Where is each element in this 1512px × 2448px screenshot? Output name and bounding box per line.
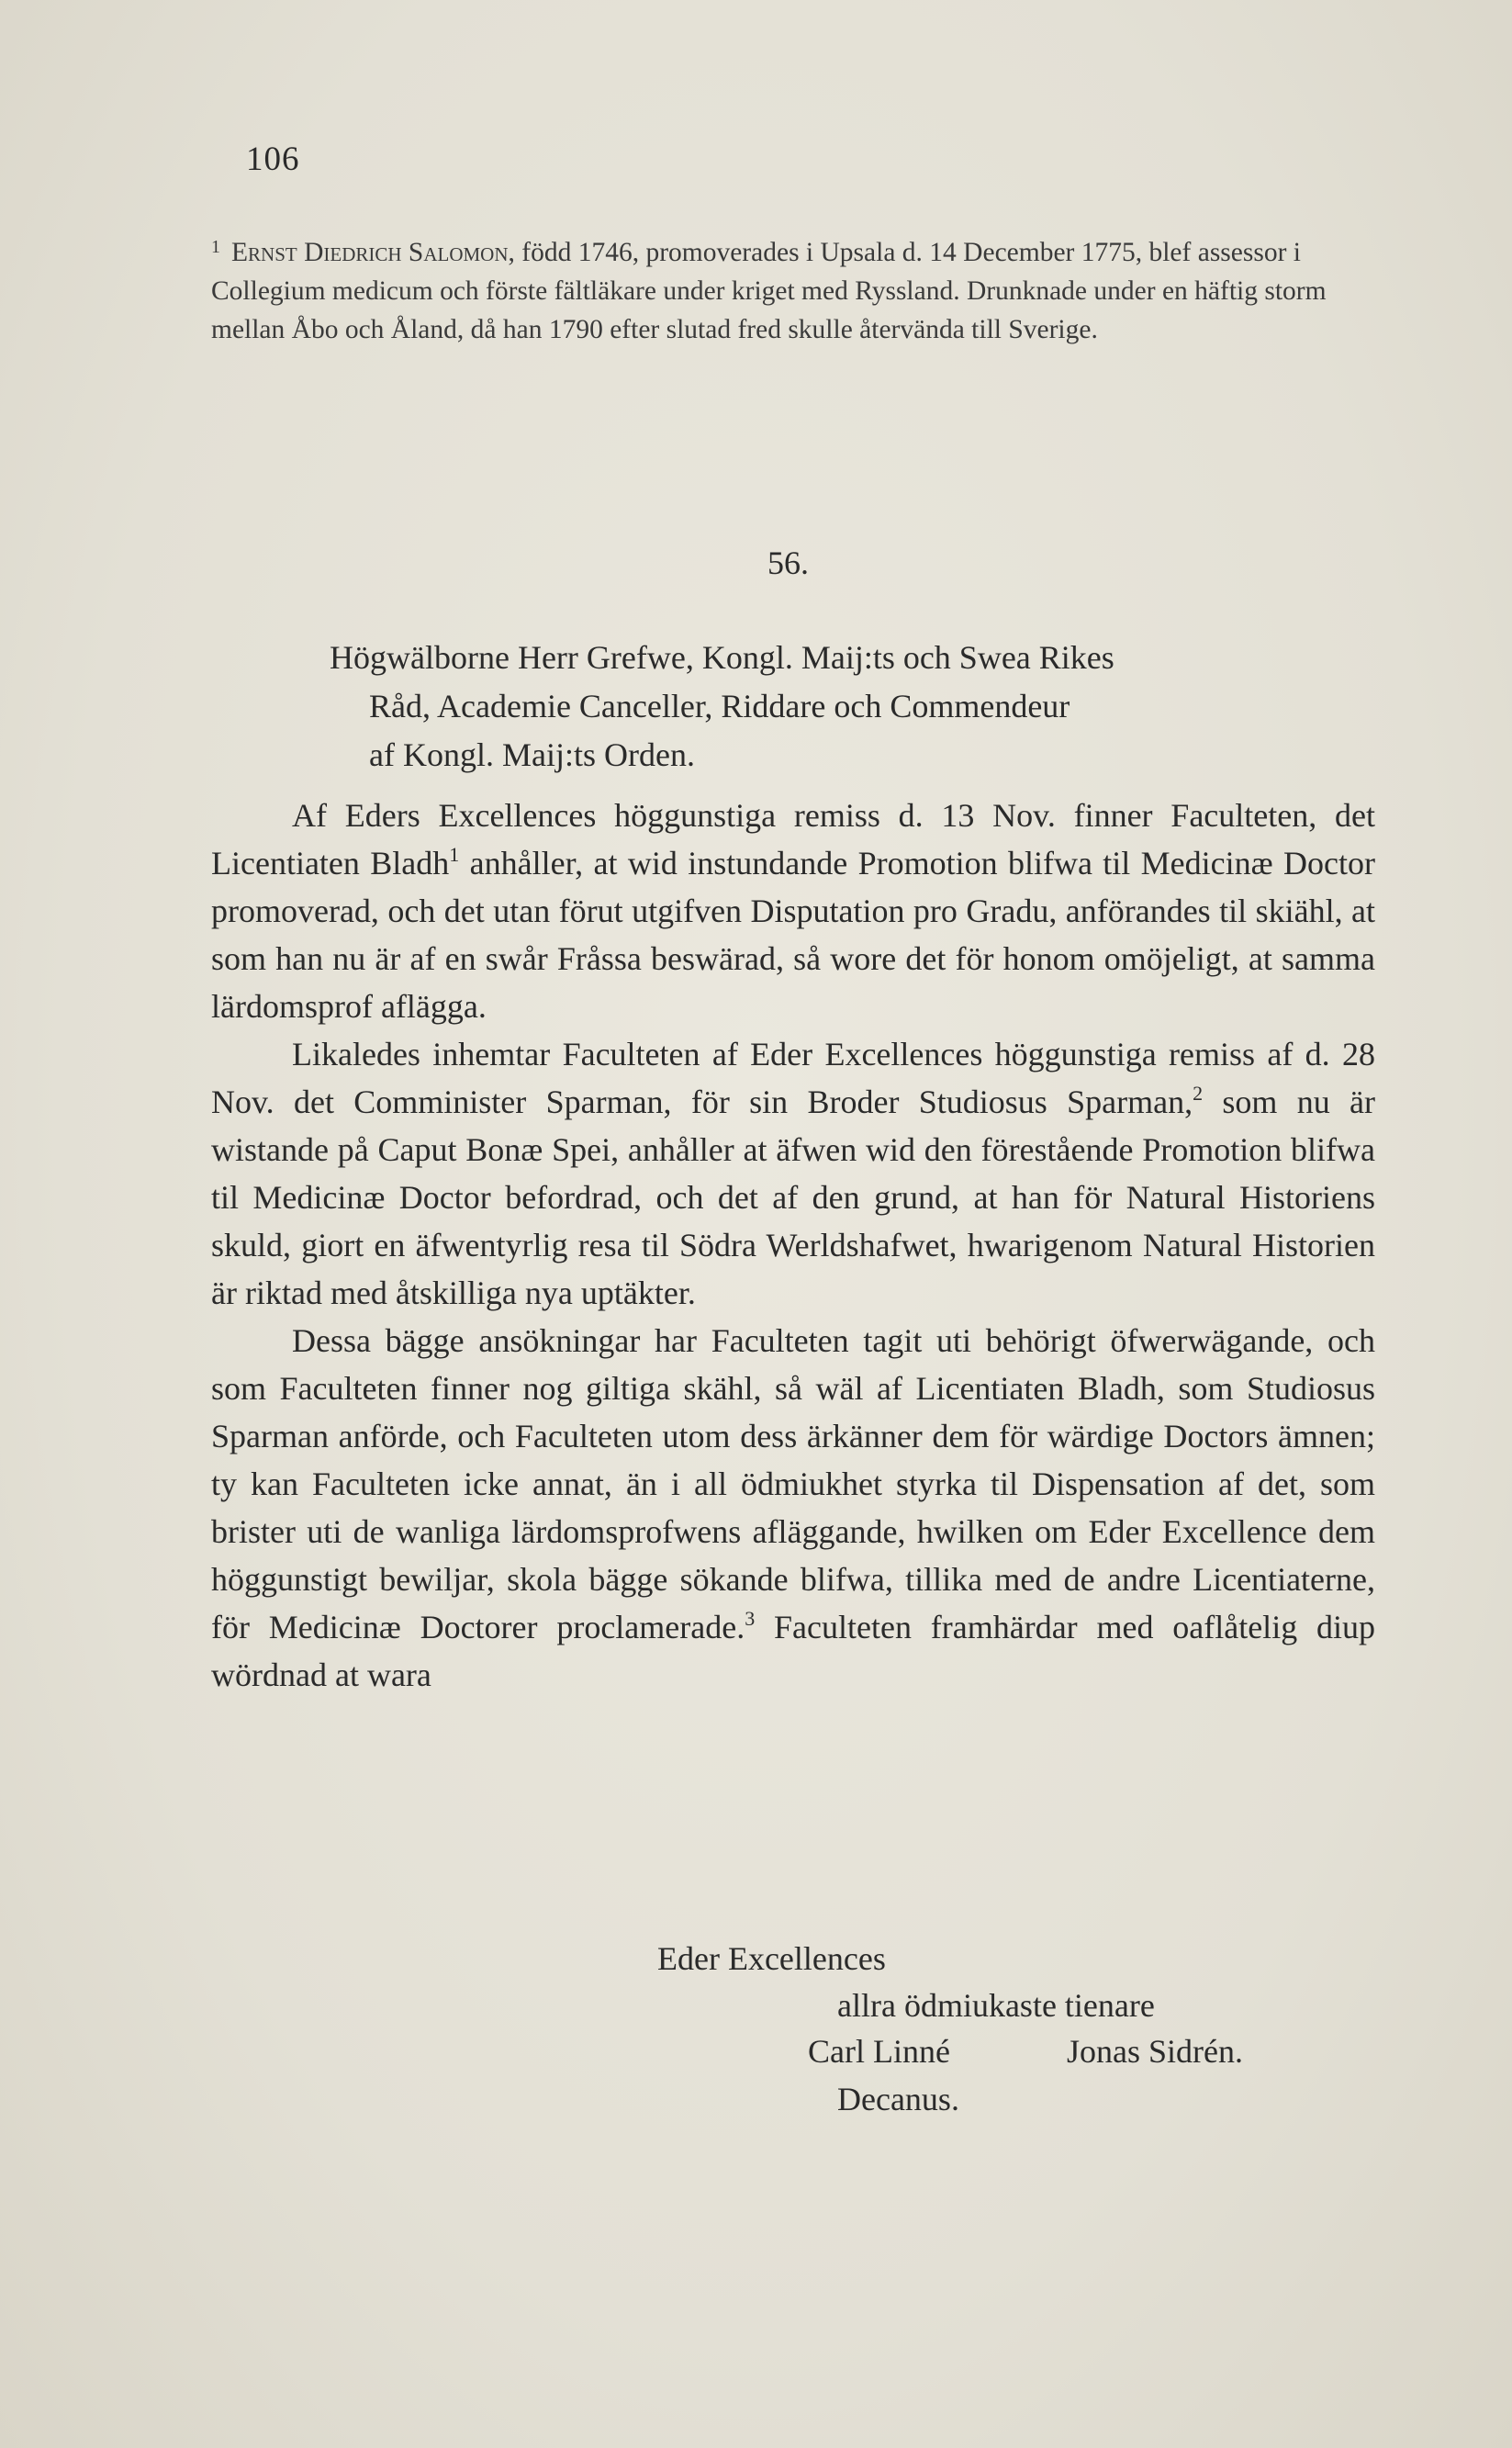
paragraph-3-text-b: Faculteten framhärdar med oaflåtelig diup wördnad at wara (211, 1609, 1376, 1693)
signer-2: Jonas Sidrén. (1067, 2033, 1243, 2070)
footnote-name-middle: Diedrich (304, 238, 402, 267)
footnote-ref-2: 2 (1193, 1082, 1204, 1105)
paragraph-1-text-a: Af Eders Excellences höggunstiga remiss d. 13 Nov. finner Faculteten, det Licentiaten Bladh (211, 797, 1375, 882)
letter-number: 56. (767, 545, 809, 581)
paragraph-2-text-a: Likaledes inhemtar Faculteten af Eder Excellences höggunstiga remiss af d. 28 Nov. det Comminister Sparman, för sin Broder Studiosus Sparman, (211, 1036, 1375, 1120)
closing-line-2: allra ödmiukaste tienare (837, 1987, 1155, 2024)
salutation-line-3: af Kongl. Maij:ts Orden. (369, 736, 695, 773)
signer-title: Decanus. (837, 2081, 959, 2117)
paragraph-2-text-b: som nu är wistande på Caput Bonæ Spei, anhåller at äfwen wid den förestående Promotion blifwa til Medicinæ Doctor befordrad, och det af den grund, at han för Natural Historiens skuld, giort en äfwentyrlig resa til Södra Werldshafwet, hwarigenom Natural Historien är riktad med åtskilliga nya uptäkter. (211, 1084, 1375, 1311)
paragraph-3 (211, 1317, 1375, 1699)
footnote-text: född 1746, promoverades i Upsala d. 14 December 1775, blef assessor i Collegium medicum och förste fältläkare under kriget med Ryssland. Drunknade under en häftig storm mellan Åbo och Åland, då han 1790 efter slutad fred skulle återvända till Sverige. (211, 238, 1327, 344)
footnote (211, 228, 1375, 349)
salutation-line-1: Högwälborne Herr Grefwe, Kongl. Maij:ts och Swea Rikes (330, 639, 1114, 676)
paragraph-2 (211, 1030, 1375, 1317)
salutation (330, 634, 1376, 780)
paragraph-3-text-a: Dessa bägge ansökningar har Faculteten tagit uti behörigt öfwerwägande, och som Faculteten finner nog giltiga skähl, så wäl af Licentiaten Bladh, som Studiosus Sparman anförde, och Faculteten utom dess ärkänner dem för wärdige Doctors ämnen; ty kan Faculteten icke annat, än i all ödmiukhet styrka til Dispensation af det, som brister uti de wanliga lärdomsprofwens afläggande, hwilken om Eder Excellence dem höggunstigt bewiljar, skola bägge sökande blifwa, tillika med de andre Licentiaterne, för Medicinæ Doctorer proclamerade. (211, 1322, 1375, 1645)
paragraph-1-text-b: anhåller, at wid instundande Promotion blifwa til Medicinæ Doctor promoverad, och det utan förut utgifven Disputation pro Gradu, anförandes til skiähl, at som han nu är af en swår Fråssa beswärad, så wore det för honom omöjeligt, at samma lärdomsprof aflägga. (211, 845, 1375, 1025)
salutation-line-2: Råd, Academie Canceller, Riddare och Commendeur (369, 688, 1070, 724)
footnote-marker: 1 (211, 237, 220, 257)
footnote-ref-1: 1 (449, 843, 460, 866)
signer-1: Carl Linné (808, 2033, 950, 2070)
paragraph-1 (211, 792, 1375, 1030)
footnote-ref-3: 3 (745, 1607, 756, 1630)
footnote-name-last: Salomon, (408, 238, 515, 267)
footnote-name-first: Ernst (231, 238, 297, 267)
closing-line-1: Eder Excellences (657, 1940, 886, 1977)
letter-body (211, 792, 1375, 1699)
page-number: 106 (246, 140, 300, 178)
